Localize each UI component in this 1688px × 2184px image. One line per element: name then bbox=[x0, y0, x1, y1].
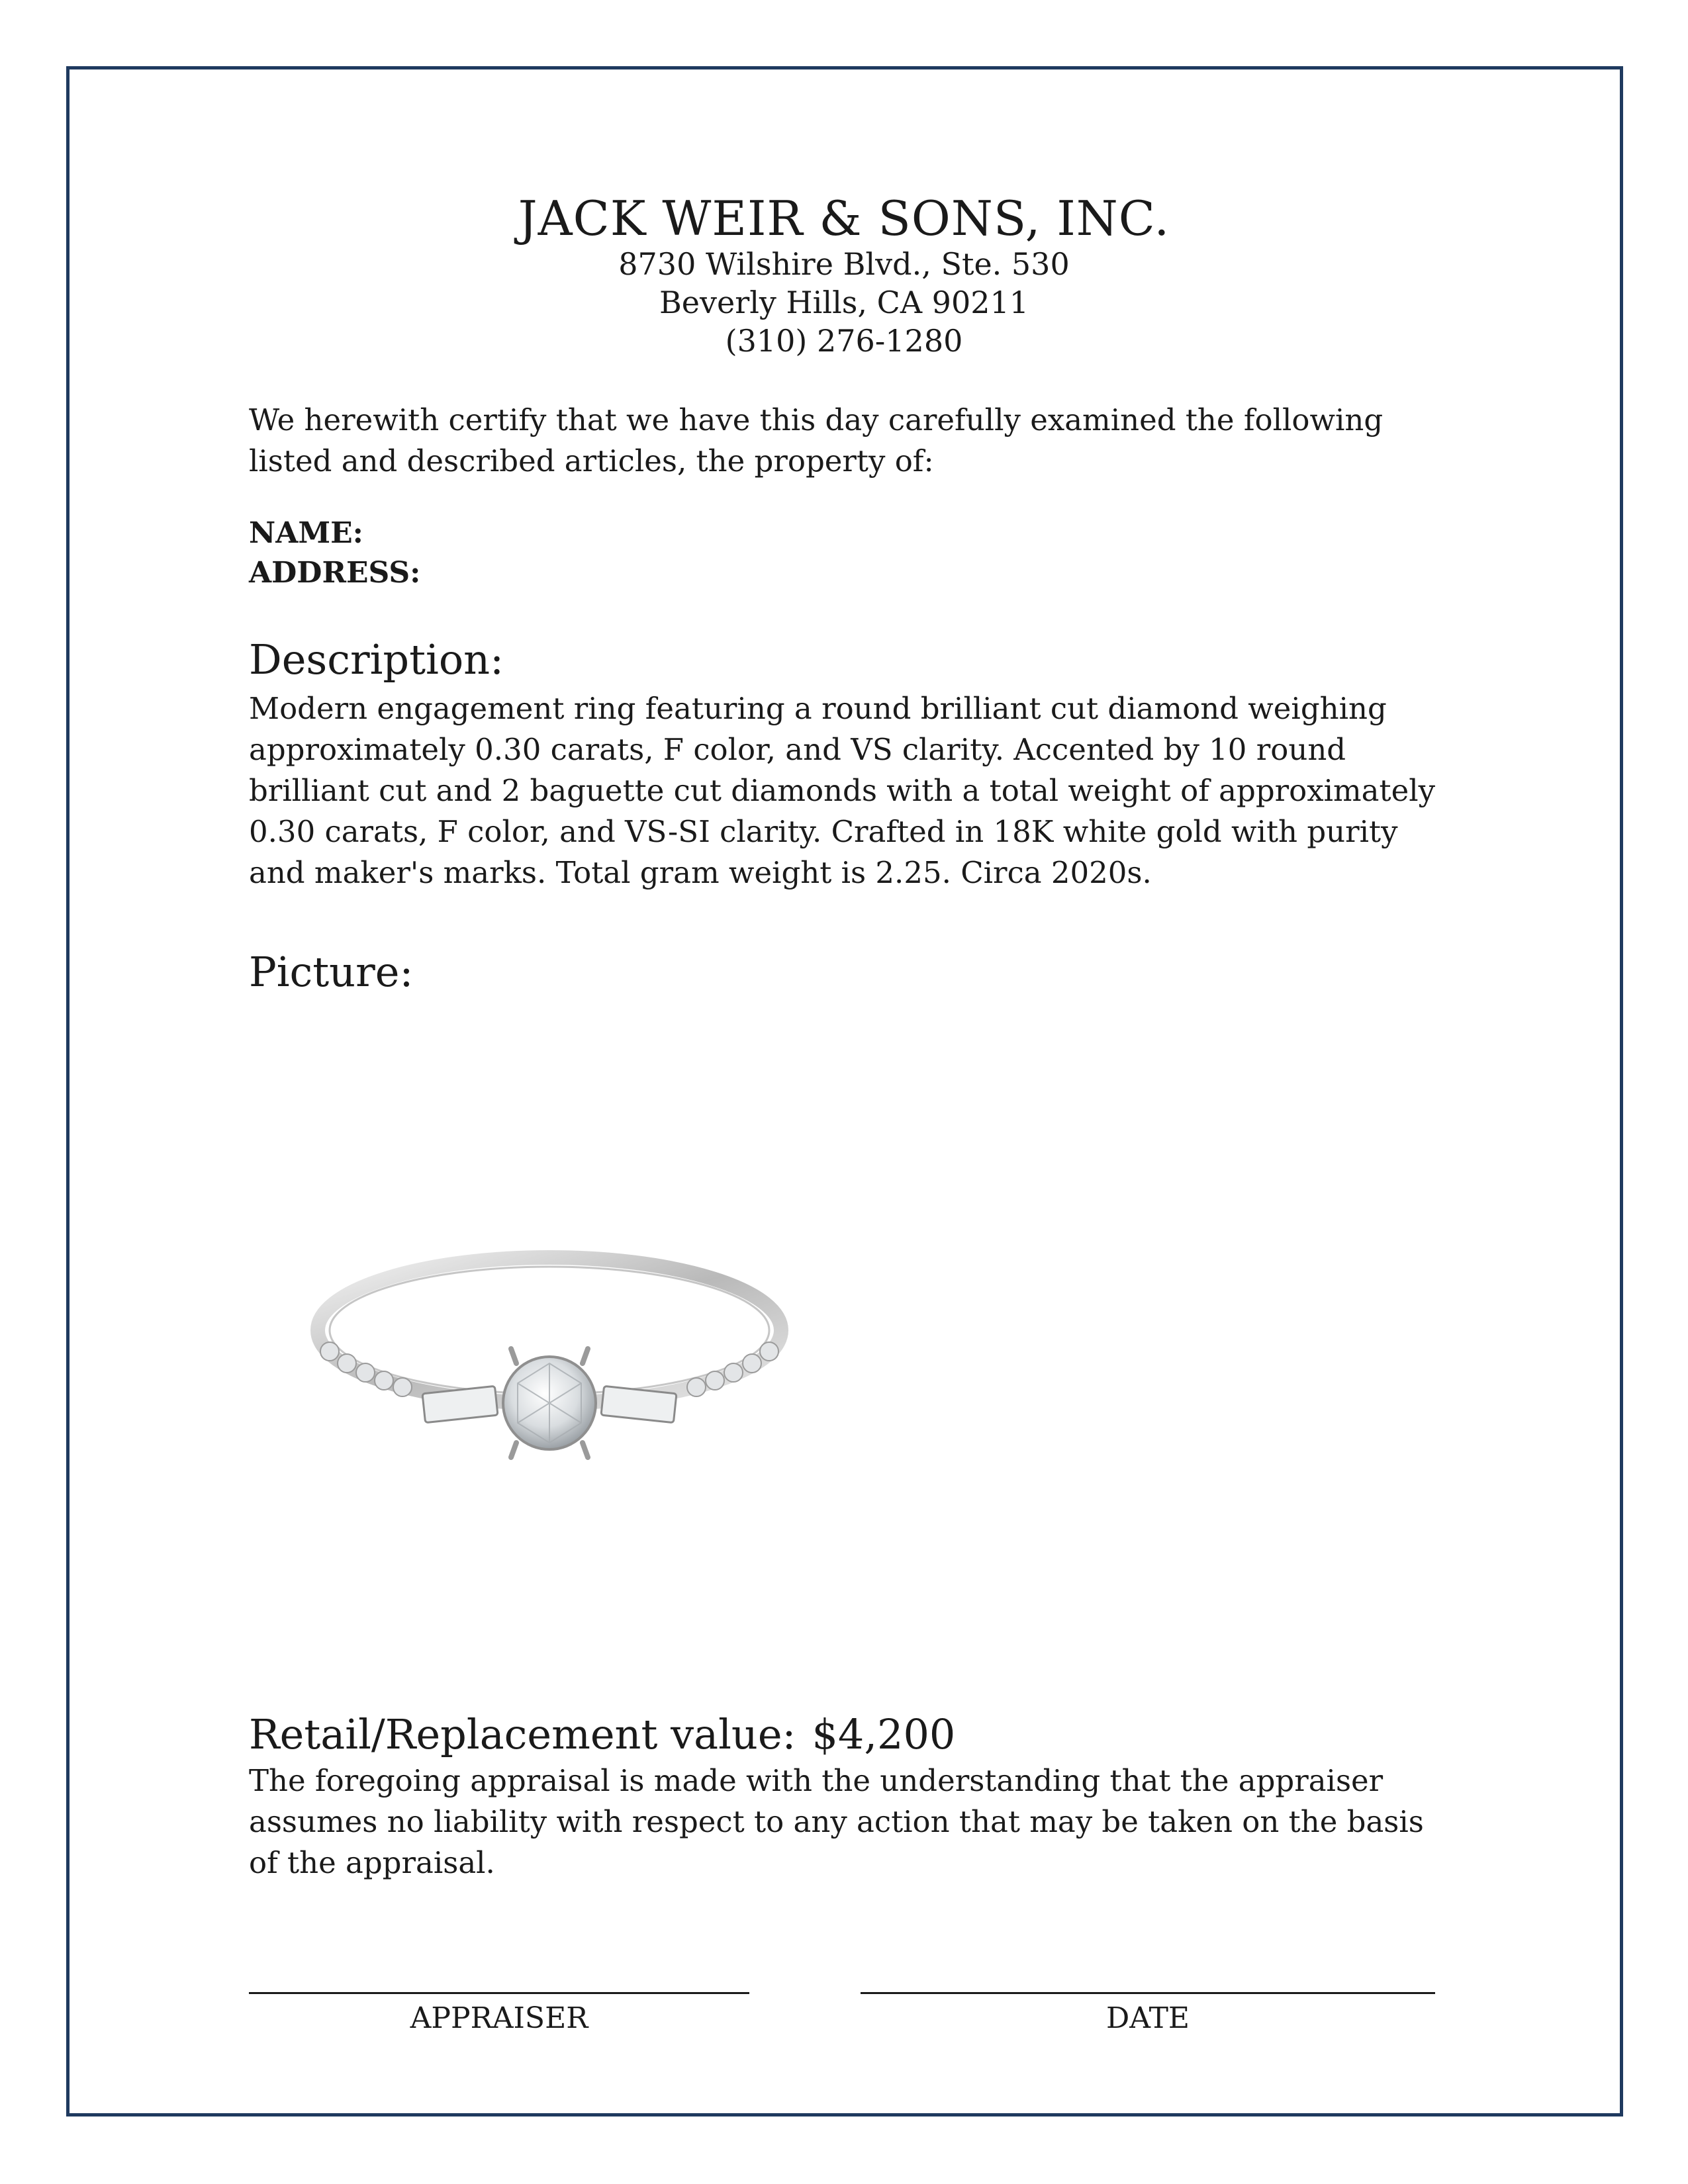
description-heading: Description: bbox=[249, 635, 504, 684]
valuation-amount: $4,200 bbox=[812, 1710, 956, 1758]
picture-heading: Picture: bbox=[249, 948, 414, 996]
description-body: Modern engagement ring featuring a round brilliant cut diamond weighing approximately 0.30 carats, F color, and VS clarity. Accented by 10 round brilliant cut and 2 baguette cut diamonds with a total weight of approximately 0.30 carats, F color, and VS-SI clarity. Crafted in 18K white gold with purity and maker's marks. Total gram weight is 2.25. Circa 2020s. bbox=[249, 691, 1436, 890]
owner-name-label: NAME: bbox=[249, 516, 363, 550]
date-signature-line bbox=[861, 1992, 1435, 1994]
company-name: JACK WEIR & SONS, INC. bbox=[518, 191, 1170, 246]
address-city: Beverly Hills, CA 90211 bbox=[659, 285, 1029, 320]
appraiser-label: APPRAISER bbox=[410, 2001, 588, 2035]
valuation-label: Retail/Replacement value: bbox=[249, 1710, 796, 1758]
disclaimer: The foregoing appraisal is made with the understanding that the appraiser assumes no liability with respect to any action that may be taken on the basis of the appraisal. bbox=[249, 1763, 1424, 1880]
owner-address-label: ADDRESS: bbox=[249, 556, 421, 590]
valuation-line bbox=[249, 1710, 955, 1758]
phone-number: (310) 276-1280 bbox=[725, 323, 963, 359]
appraiser-signature-line bbox=[249, 1992, 749, 1994]
date-label: DATE bbox=[1105, 2001, 1190, 2035]
ring-photo bbox=[291, 1231, 808, 1516]
certification-statement: We herewith certify that we have this day carefully examined the following listed and described articles, the property of: bbox=[249, 402, 1383, 478]
address-street: 8730 Wilshire Blvd., Ste. 530 bbox=[618, 246, 1070, 282]
